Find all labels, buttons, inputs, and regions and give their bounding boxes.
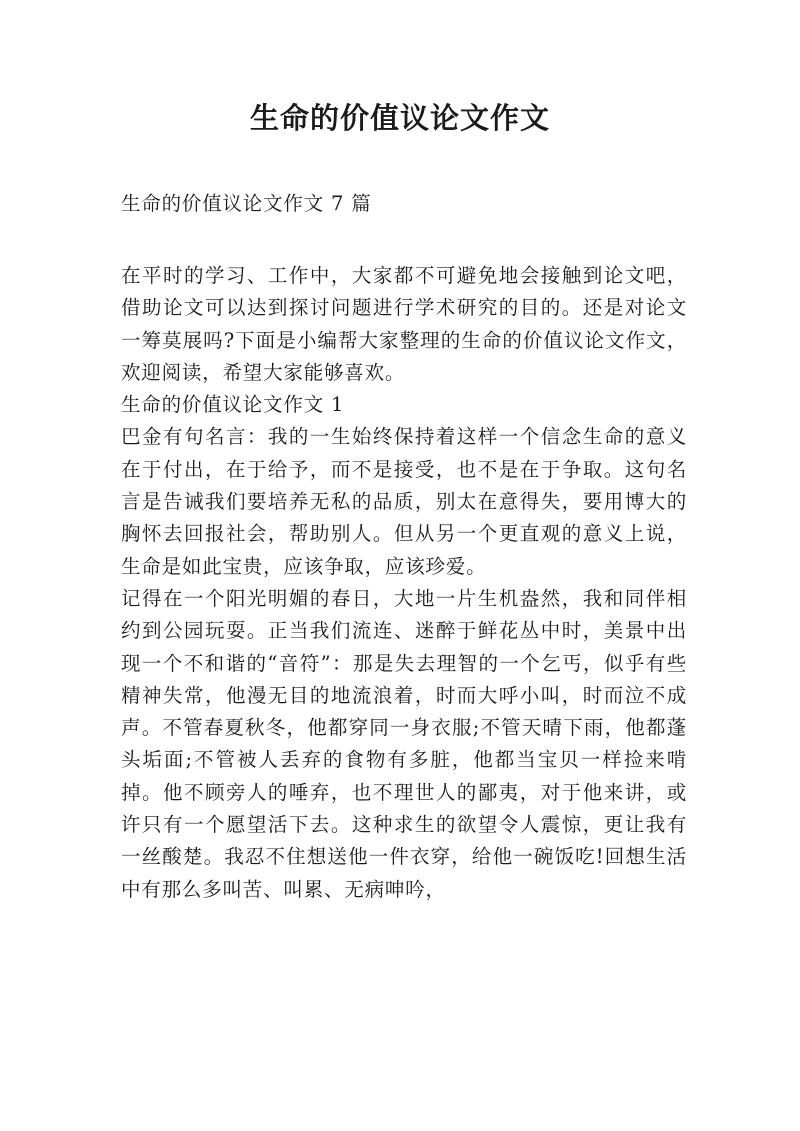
document-title: 生命的价值议论文作文 bbox=[249, 101, 550, 135]
document-body bbox=[121, 188, 687, 906]
document-subtitle: 生命的价值议论文作文 7 篇 bbox=[121, 192, 372, 215]
intro-paragraph: 在平时的学习、工作中，大家都不可避免地会接触到论文吧，借助论文可以达到探讨问题进行学术研究的目的。还是对论文一筹莫展吗?下面是小编帮大家整理的生命的价值议论文作文，欢迎阅读，希望大家能够喜欢。 bbox=[121, 264, 687, 384]
body-paragraph-2: 记得在一个阳光明媚的春日，大地一片生机盎然，我和同伴相约到公园玩耍。正当我们流连、迷醉于鲜花丛中时，美景中出现一个不和谐的“音符”：那是失去理智的一个乞丐，似乎有些精神失常，他漫无目的地流浪着，时而大呼小叫，时而泣不成声。不管春夏秋冬，他都穿同一身衣服;不管天晴下雨，他都蓬头垢面;不管被人丢弃的食物有多脏，他都当宝贝一样捡来啃掉。他不顾旁人的唾弃，也不理世人的鄙夷，对于他来讲，或许只有一个愿望活下去。这种求生的欲望令人震惊，更让我有一丝酸楚。我忍不住想送他一件衣穿，给他一碗饭吃!回想生活中有那么多叫苦、叫累、无病呻吟， bbox=[121, 586, 687, 901]
body-paragraph-1: 巴金有句名言：我的一生始终保持着这样一个信念生命的意义在于付出，在于给予，而不是接受，也不是在于争取。这句名言是告诫我们要培养无私的品质，别太在意得失，要用博大的胸怀去回报社会，帮助别人。但从另一个更直观的意义上说，生命是如此宝贵，应该争取，应该珍爱。 bbox=[121, 425, 687, 578]
section-heading: 生命的价值议论文作文 1 bbox=[121, 393, 345, 417]
